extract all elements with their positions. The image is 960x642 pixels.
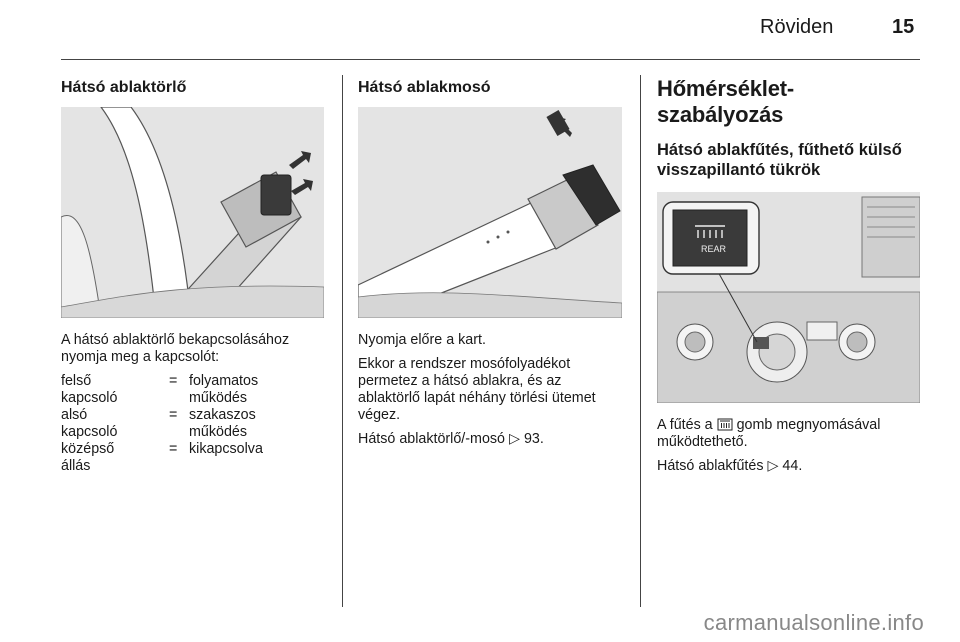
def-term: felső	[61, 373, 92, 389]
heating-instruction-b: gomb megnyomásával működtethető.	[657, 417, 881, 450]
watermark-url: carmanualsonline.info	[703, 610, 924, 635]
def-value: szakaszos	[189, 407, 256, 423]
def-term: állás	[61, 458, 91, 474]
def-eq: =	[169, 373, 178, 389]
def-term: kapcsoló	[61, 424, 118, 440]
table-row	[61, 407, 263, 441]
header-rule	[61, 59, 920, 60]
washer-description: Ekkor a rendszer mosófolyadékot permetez a hátsó ablakra, és az ablaktörlő lapát néhány törlési ütemet végez.	[358, 356, 596, 423]
washer-stalk-figure	[358, 107, 622, 318]
def-value: működés	[189, 424, 248, 440]
def-value: folyamatos	[189, 373, 259, 389]
page-number: 15	[892, 16, 915, 38]
rear-button-label: REAR	[701, 244, 727, 254]
def-term: kapcsoló	[61, 390, 118, 406]
section-heading-rear-wiper: Hátsó ablaktörlő	[61, 79, 187, 96]
wiper-stalk-figure	[61, 107, 324, 318]
def-value: működés	[189, 390, 248, 406]
section-heading-climate: Hőmérséklet-szabályozás	[657, 76, 794, 127]
climate-panel-figure	[657, 192, 920, 403]
push-lever-instruction: Nyomja előre a kart.	[358, 332, 486, 348]
rear-wiper-instruction: A hátsó ablaktörlő bekapcsolásához nyomja meg a kapcsolót:	[61, 332, 290, 365]
column-climate	[657, 78, 920, 475]
def-eq: =	[169, 441, 178, 457]
washer-page-ref: Hátsó ablaktörlő/-mosó ▷ 93.	[358, 431, 544, 447]
heating-instruction-a: A fűtés a	[657, 417, 717, 433]
column-divider-1	[342, 75, 343, 607]
def-value: kikapcsolva	[189, 441, 263, 457]
subsection-heading-rear-heating: Hátsó ablakfűtés, fűthető külső visszapillantó tükrök	[657, 141, 902, 179]
heating-instruction	[657, 417, 920, 451]
column-rear-wiper	[61, 78, 326, 475]
table-row	[61, 373, 263, 407]
def-term: középső	[61, 441, 115, 457]
rear-defrost-icon	[717, 418, 733, 431]
heating-page-ref: Hátsó ablakfűtés ▷ 44.	[657, 458, 803, 474]
column-rear-washer	[358, 78, 623, 448]
section-heading-rear-washer: Hátsó ablakmosó	[358, 79, 491, 96]
def-term: alsó	[61, 407, 88, 423]
column-divider-2	[640, 75, 641, 607]
header-title: Röviden	[760, 16, 834, 38]
def-eq: =	[169, 407, 178, 423]
wiper-positions-table	[61, 373, 263, 475]
table-row	[61, 441, 263, 475]
